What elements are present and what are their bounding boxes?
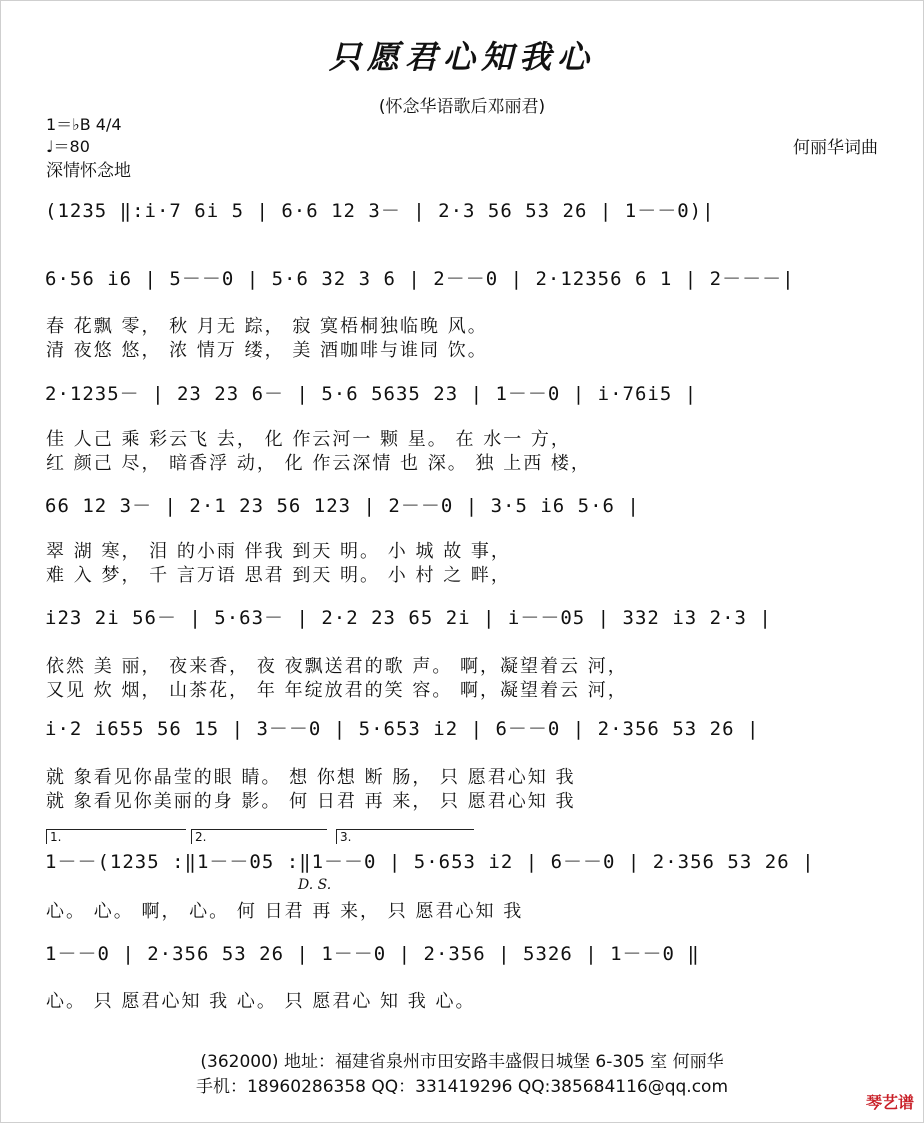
key-signature: 1＝♭B 4/4 xyxy=(46,115,122,134)
site-logo: 琴艺谱 xyxy=(865,1093,914,1112)
lyric-line: 翠 湖 寒， 泪 的小雨 伴我 到天 明。 小 城 故 事， xyxy=(46,541,511,562)
staff-line-7 xyxy=(45,845,889,879)
volta-1: 1. xyxy=(46,829,186,844)
volta-2: 2. xyxy=(191,829,327,844)
staff-notes: 2·1235－ | 23 23 6－ | 5·6 5635 23 | 1－－0 | i·76i5 | xyxy=(45,383,698,405)
staff-line-6 xyxy=(45,712,889,746)
lyric-line: 春 花飘 零， 秋 月无 踪， 寂 寞梧桐独临晚 风。 xyxy=(46,316,488,337)
staff-line-1 xyxy=(45,194,889,228)
song-title: 只愿君心知我心 xyxy=(328,38,595,76)
staff-line-3 xyxy=(45,377,889,411)
lyric-line: 佳 人己 乘 彩云飞 去， 化 作云河一 颗 星。 在 水一 方， xyxy=(46,429,571,450)
staff-notes: 6·56 i6 | 5－－0 | 5·6 32 3 6 | 2－－0 | 2·12356 6 1 | 2－－－| xyxy=(45,268,795,290)
staff-line-4 xyxy=(45,489,889,523)
staff-notes: i23 2i 56－ | 5·63－ | 2·2 23 65 2i | i－－05 | 332 i3 2·3 | xyxy=(45,607,772,629)
author-credit: 何丽华词曲 xyxy=(793,138,878,158)
expression-marking: 深情怀念地 xyxy=(46,161,131,181)
staff-line-8 xyxy=(45,937,889,971)
dal-segno-mark: D. S. xyxy=(298,877,332,893)
staff-notes: 1－－0 | 2·356 53 26 | 1－－0 | 2·356 | 5326 | 1－－0 ‖ xyxy=(45,943,700,965)
volta-3: 3. xyxy=(336,829,474,844)
footer-address: (362000) 地址：福建省泉州市田安路丰盛假日城堡 6-305 室 何丽华 xyxy=(200,1052,724,1072)
lyric-line: 难 入 梦， 千 言万语 思君 到天 明。 小 村 之 畔， xyxy=(46,565,511,586)
footer-contact: 手机：18960286358 QQ：331419296 QQ:385684116@qq.com xyxy=(195,1077,728,1097)
staff-notes: 66 12 3－ | 2·1 23 56 123 | 2－－0 | 3·5 i6 5·6 | xyxy=(45,495,640,517)
lyric-line: 红 颜己 尽， 暗香浮 动， 化 作云深情 也 深。 独 上西 楼， xyxy=(46,453,591,474)
staff-line-2 xyxy=(45,262,889,296)
tempo-marking: ♩＝80 xyxy=(46,137,90,156)
lyric-line: 清 夜悠 悠， 浓 情万 缕， 美 酒咖啡与谁同 饮。 xyxy=(46,340,488,361)
song-subtitle: (怀念华语歌后邓丽君) xyxy=(378,97,546,117)
lyric-line: 又见 炊 烟， 山茶花， 年 年绽放君的笑 容。 啊，凝望着云 河， xyxy=(46,680,628,701)
lyric-line: 依然 美 丽， 夜来香， 夜 夜飘送君的歌 声。 啊，凝望着云 河， xyxy=(46,656,628,677)
lyric-line: 心。 只 愿君心知 我 心。 只 愿君心 知 我 心。 xyxy=(46,991,476,1012)
lyric-line: 心。 心。 啊， 心。 何 日君 再 来， 只 愿君心知 我 xyxy=(46,901,524,922)
staff-notes: (1235 ‖:i·7 6i 5 | 6·6 12 3－ | 2·3 56 53 26 | 1－－0)| xyxy=(45,200,715,222)
staff-notes: 1－－(1235 :‖1－－05 :‖1－－0 | 5·653 i2 | 6－－0 | 2·356 53 26 | xyxy=(45,851,815,873)
lyric-line: 就 象看见你晶莹的眼 睛。 想 你想 断 肠， 只 愿君心知 我 xyxy=(46,767,576,788)
staff-notes: i·2 i655 56 15 | 3－－0 | 5·653 i2 | 6－－0 | 2·356 53 26 | xyxy=(45,718,760,740)
staff-line-5 xyxy=(45,601,889,635)
lyric-line: 就 象看见你美丽的身 影。 何 日君 再 来， 只 愿君心知 我 xyxy=(46,791,576,812)
